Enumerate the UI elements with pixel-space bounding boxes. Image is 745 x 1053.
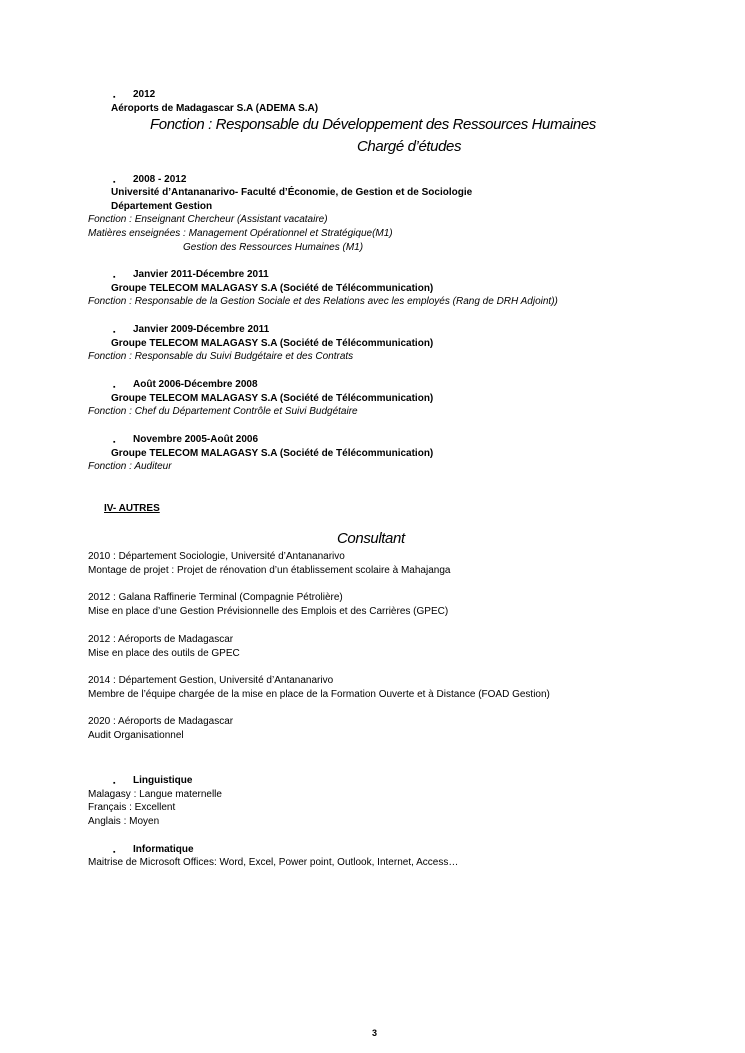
entry-org: Groupe TELECOM MALAGASY S.A (Société de Télécommunication) bbox=[111, 283, 434, 294]
informatique-line: Maitrise de Microsoft Offices: Word, Excel, Power point, Outlook, Internet, Access… bbox=[88, 857, 459, 868]
informatique-heading: Informatique bbox=[133, 844, 194, 855]
bullet-icon: ▪ bbox=[113, 329, 116, 336]
entry-fonction: Fonction : Auditeur bbox=[88, 461, 172, 472]
consultant-line: Audit Organisationnel bbox=[88, 730, 184, 741]
consultant-line: Montage de projet : Projet de rénovation d’un établissement scolaire à Mahajanga bbox=[88, 565, 451, 576]
entry-fonction: Fonction : Responsable du Suivi Budgétaire et des Contrats bbox=[88, 351, 354, 362]
entry-matieres: Matières enseignées : Management Opérationnel et Stratégique(M1) bbox=[88, 228, 393, 239]
entry-date: Novembre 2005-Août 2006 bbox=[133, 434, 259, 445]
entry-fonction: Fonction : Enseignant Chercheur (Assistant vacataire) bbox=[88, 214, 328, 225]
consultant-line: 2012 : Galana Raffinerie Terminal (Compagnie Pétrolière) bbox=[88, 592, 343, 603]
bullet-icon: ▪ bbox=[113, 780, 116, 787]
entry-org: Aéroports de Madagascar S.A (ADEMA S.A) bbox=[111, 103, 319, 114]
language-line: Malagasy : Langue maternelle bbox=[88, 789, 222, 800]
consultant-line: Mise en place d’une Gestion Prévisionnelle des Emplois et des Carrières (GPEC) bbox=[88, 606, 449, 617]
entry-date: Août 2006-Décembre 2008 bbox=[133, 379, 258, 390]
entry-subtitle: Chargé d’études bbox=[357, 138, 462, 155]
entry-org: Groupe TELECOM MALAGASY S.A (Société de Télécommunication) bbox=[111, 393, 434, 404]
consultant-line: Mise en place des outils de GPEC bbox=[88, 648, 240, 659]
bullet-icon: ▪ bbox=[113, 179, 116, 186]
entry-fonction: Fonction : Responsable de la Gestion Sociale et des Relations avec les employés (Rang de DRH Adjoint)) bbox=[88, 296, 558, 307]
bullet-icon: ▪ bbox=[113, 384, 116, 391]
consultant-line: 2012 : Aéroports de Madagascar bbox=[88, 634, 234, 645]
page-number: 3 bbox=[372, 1028, 378, 1038]
section-heading: IV- AUTRES bbox=[104, 503, 160, 514]
bullet-icon: ▪ bbox=[113, 849, 116, 856]
linguistique-heading: Linguistique bbox=[133, 775, 193, 786]
bullet-icon: ▪ bbox=[113, 439, 116, 446]
entry-date: 2008 - 2012 bbox=[133, 174, 187, 185]
entry-org: Université d’Antananarivo- Faculté d’Économie, de Gestion et de Sociologie bbox=[111, 187, 473, 198]
entry-date: Janvier 2011-Décembre 2011 bbox=[133, 269, 269, 280]
consultant-line: 2020 : Aéroports de Madagascar bbox=[88, 716, 234, 727]
entry-org: Groupe TELECOM MALAGASY S.A (Société de Télécommunication) bbox=[111, 448, 434, 459]
entry-date: Janvier 2009-Décembre 2011 bbox=[133, 324, 270, 335]
bullet-icon: ▪ bbox=[113, 274, 116, 281]
consultant-title: Consultant bbox=[337, 530, 405, 547]
bullet-icon: ▪ bbox=[113, 94, 116, 101]
entry-org: Groupe TELECOM MALAGASY S.A (Société de Télécommunication) bbox=[111, 338, 434, 349]
language-line: Français : Excellent bbox=[88, 802, 176, 813]
entry-matieres: Gestion des Ressources Humaines (M1) bbox=[183, 242, 364, 253]
entry-dept: Département Gestion bbox=[111, 201, 213, 212]
consultant-line: 2014 : Département Gestion, Université d’Antananarivo bbox=[88, 675, 334, 686]
entry-title: Fonction : Responsable du Développement des Ressources Humaines bbox=[150, 116, 596, 133]
entry-fonction: Fonction : Chef du Département Contrôle et Suivi Budgétaire bbox=[88, 406, 358, 417]
consultant-line: Membre de l’équipe chargée de la mise en place de la Formation Ouverte et à Distance (FOAD Gestion) bbox=[88, 689, 550, 700]
entry-date: 2012 bbox=[133, 89, 156, 100]
language-line: Anglais : Moyen bbox=[88, 816, 160, 827]
consultant-line: 2010 : Département Sociologie, Université d’Antananarivo bbox=[88, 551, 345, 562]
